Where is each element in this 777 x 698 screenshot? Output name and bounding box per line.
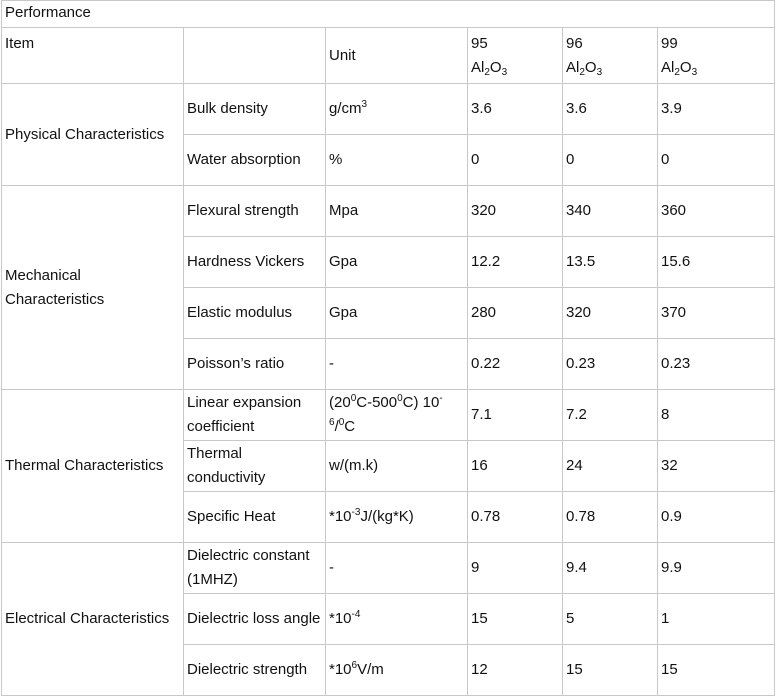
- grade-formula: $Al_2O_3$: [471, 58, 508, 78]
- header-row: [2, 28, 775, 84]
- value-cell: 370: [658, 288, 775, 339]
- property-unit: -: [326, 543, 468, 594]
- header-grade-96: [563, 28, 658, 84]
- property-unit: $*10^6V/m$: [326, 645, 468, 696]
- property-name: Linear expansion coefficient: [184, 390, 326, 441]
- value-cell: 15: [658, 645, 775, 696]
- property-unit: -: [326, 339, 468, 390]
- property-name: Thermal conductivity: [184, 441, 326, 492]
- property-unit: Gpa: [326, 237, 468, 288]
- grade-formula: $Al_2O_3$: [566, 58, 603, 78]
- group-label: Thermal Characteristics: [2, 390, 184, 543]
- group-label: Mechanical Characteristics: [2, 186, 184, 390]
- value-cell: 24: [563, 441, 658, 492]
- property-name: Flexural strength: [184, 186, 326, 237]
- table-title: Performance: [2, 1, 775, 28]
- value-cell: 15: [563, 645, 658, 696]
- value-cell: 12: [468, 645, 563, 696]
- value-cell: 0: [658, 135, 775, 186]
- value-cell: 320: [563, 288, 658, 339]
- value-cell: 9.9: [658, 543, 775, 594]
- property-unit: Mpa: [326, 186, 468, 237]
- value-cell: 0.78: [563, 492, 658, 543]
- property-name: Poisson’s ratio: [184, 339, 326, 390]
- value-cell: 16: [468, 441, 563, 492]
- table-row: [2, 84, 775, 135]
- performance-table: [1, 0, 775, 696]
- header-grade-99: [658, 28, 775, 84]
- property-name: Specific Heat: [184, 492, 326, 543]
- value-cell: 13.5: [563, 237, 658, 288]
- value-cell: 1: [658, 594, 775, 645]
- value-cell: 0.23: [658, 339, 775, 390]
- group-label: Electrical Characteristics: [2, 543, 184, 696]
- value-cell: 9.4: [563, 543, 658, 594]
- value-cell: 0.23: [563, 339, 658, 390]
- value-cell: 0: [563, 135, 658, 186]
- value-cell: 0.22: [468, 339, 563, 390]
- grade-formula: $Al_2O_3$: [661, 58, 698, 78]
- grade-number: 99: [661, 34, 678, 52]
- value-cell: 15: [468, 594, 563, 645]
- value-cell: 32: [658, 441, 775, 492]
- property-name: Hardness Vickers: [184, 237, 326, 288]
- value-cell: 0.9: [658, 492, 775, 543]
- header-grade-95: [468, 28, 563, 84]
- value-cell: 7.1: [468, 390, 563, 441]
- value-cell: 320: [468, 186, 563, 237]
- header-item: Item: [2, 28, 184, 84]
- value-cell: 360: [658, 186, 775, 237]
- table-body: [2, 1, 775, 696]
- property-unit: $*10^{-3}J/(kg*K)$: [326, 492, 468, 543]
- value-cell: 280: [468, 288, 563, 339]
- property-name: Dielectric strength: [184, 645, 326, 696]
- property-name: Bulk density: [184, 84, 326, 135]
- grade-number: 95: [471, 34, 488, 52]
- property-unit: $*10^{-4}$: [326, 594, 468, 645]
- property-name: Dielectric loss angle: [184, 594, 326, 645]
- header-unit: Unit: [326, 28, 468, 84]
- property-name: Water absorption: [184, 135, 326, 186]
- value-cell: 3.6: [468, 84, 563, 135]
- property-unit: %: [326, 135, 468, 186]
- property-unit: w/(m.k): [326, 441, 468, 492]
- value-cell: 9: [468, 543, 563, 594]
- value-cell: 15.6: [658, 237, 775, 288]
- group-label: Physical Characteristics: [2, 84, 184, 186]
- header-blank: [184, 28, 326, 84]
- property-unit: $(20^0C-500^0C)$ $10^{-6}/^0C$: [326, 390, 468, 441]
- value-cell: 0: [468, 135, 563, 186]
- value-cell: 5: [563, 594, 658, 645]
- property-name: Dielectric constant (1MHZ): [184, 543, 326, 594]
- table-row: [2, 186, 775, 237]
- property-unit: $g/cm^3$: [326, 84, 468, 135]
- title-row: [2, 1, 775, 28]
- value-cell: 8: [658, 390, 775, 441]
- value-cell: 7.2: [563, 390, 658, 441]
- value-cell: 12.2: [468, 237, 563, 288]
- property-unit: Gpa: [326, 288, 468, 339]
- table-row: [2, 543, 775, 594]
- grade-number: 96: [566, 34, 583, 52]
- value-cell: 340: [563, 186, 658, 237]
- value-cell: 0.78: [468, 492, 563, 543]
- value-cell: 3.9: [658, 84, 775, 135]
- property-name: Elastic modulus: [184, 288, 326, 339]
- value-cell: 3.6: [563, 84, 658, 135]
- table-row: [2, 390, 775, 441]
